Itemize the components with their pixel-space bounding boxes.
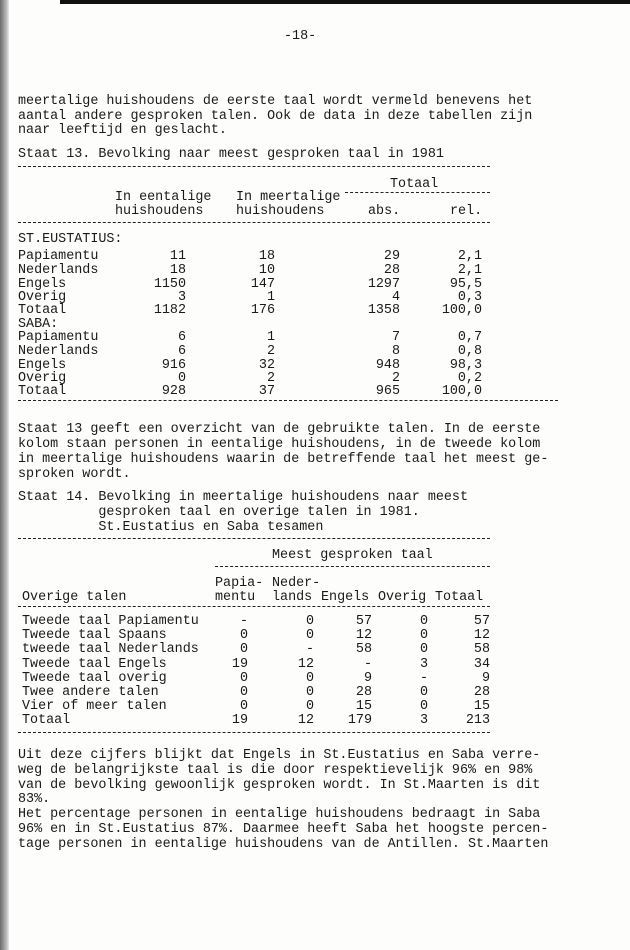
table14-title: St.Eustatius en Saba tesamen (18, 520, 324, 535)
cell-papiamentu: 0 (239, 670, 248, 686)
table-row-label: Twee andere talen (22, 685, 159, 700)
cell-totaal: 12 (473, 628, 490, 644)
page-number: -18- (284, 29, 317, 44)
cell-abs: 29 (383, 249, 400, 264)
cell-papiamentu: 0 (239, 642, 248, 658)
cell-nederlands: 0 (305, 614, 314, 629)
dashed-rule (18, 606, 490, 607)
cell-totaal: 15 (473, 699, 490, 715)
table-row-label: Tweede taal Spaans (22, 628, 167, 644)
header-overige-talen: Overige talen (22, 590, 127, 605)
paragraph-line: tage personen in eentalige huishoudens van de Antillen. St.Maarten (18, 837, 549, 852)
cell-totaal: 28 (473, 685, 490, 700)
intro-line: meertalige huishoudens de eerste taal wordt vermeld benevens het (18, 94, 533, 109)
table-row-label: Vier of meer talen (22, 699, 167, 715)
cell-eentalig: 11 (169, 249, 186, 264)
cell-papiamentu: 0 (239, 685, 248, 700)
cell-rel: 98,3 (449, 358, 482, 373)
cell-engels: - (363, 656, 372, 672)
header-col2: huishoudens (236, 204, 325, 219)
cell-engels: 179 (347, 713, 372, 729)
cell-engels: 28 (355, 685, 372, 700)
cell-rel: 95,5 (449, 277, 482, 292)
dashed-rule (18, 400, 558, 401)
paragraph-line: Het percentage personen in eentalige huishoudens bedraagt in Saba (18, 807, 541, 822)
cell-papiamentu: 19 (231, 713, 248, 729)
scan-top-border (60, 0, 630, 4)
table-row-label: Papiamentu (18, 330, 99, 345)
cell-meertalig: 10 (258, 263, 275, 278)
cell-abs: 8 (391, 344, 400, 359)
cell-meertalig: 37 (258, 384, 275, 399)
cell-abs: 1358 (367, 303, 400, 318)
cell-meertalig: 147 (250, 277, 275, 292)
cell-papiamentu: 0 (239, 699, 248, 715)
cell-eentalig: 928 (161, 384, 186, 399)
cell-totaal: 34 (473, 656, 490, 672)
cell-nederlands: - (305, 642, 314, 658)
header-papia: mentu (215, 590, 256, 605)
cell-meertalig: 1 (266, 290, 275, 305)
intro-line: aantal andere gesproken talen. Ook de data in deze tabellen zijn (18, 109, 533, 124)
scan-edge (0, 0, 9, 950)
cell-overig: 0 (419, 614, 428, 629)
table-row-label: Engels (18, 277, 67, 292)
cell-totaal: 57 (473, 614, 490, 629)
table-row-label: Totaal (18, 384, 67, 399)
cell-totaal: 213 (465, 713, 490, 729)
cell-eentalig: 1182 (153, 303, 186, 318)
dashed-rule (345, 192, 490, 193)
cell-abs: 1297 (367, 277, 400, 292)
cell-rel: 0,8 (457, 344, 482, 359)
cell-eentalig: 1150 (153, 277, 186, 292)
table14-title: Staat 14. Bevolking in meertalige huishoudens naar meest (18, 490, 468, 505)
cell-eentalig: 3 (177, 290, 186, 305)
dashed-rule (215, 566, 490, 567)
cell-abs: 965 (375, 384, 400, 399)
table-row-label: ST.EUSTATIUS: (18, 232, 123, 247)
dashed-rule (18, 222, 490, 223)
table-row-label: Tweede taal Engels (22, 656, 167, 672)
paragraph-line: Uit deze cijfers blijkt dat Engels in St.Eustatius en Saba verre- (18, 748, 541, 763)
paragraph-line: van de bevolking gewoonlijk gesproken wordt. In St.Maarten is dit (18, 778, 541, 793)
cell-nederlands: 0 (305, 685, 314, 700)
cell-overig: 0 (419, 628, 428, 644)
cell-abs: 948 (375, 358, 400, 373)
cell-engels: 58 (355, 642, 372, 658)
cell-eentalig: 6 (177, 330, 186, 345)
paragraph-line: kolom staan personen in eentalige huishoudens, in de tweede kolom (18, 437, 541, 452)
cell-overig: - (419, 670, 428, 686)
table-row-label: Nederlands (18, 263, 99, 278)
header-engels: Engels (321, 590, 370, 605)
cell-meertalig: 2 (266, 344, 275, 359)
cell-rel: 100,0 (441, 303, 482, 318)
cell-meertalig: 1 (266, 330, 275, 345)
paragraph-line: Staat 13 geeft een overzicht van de gebruikte talen. In de eerste (18, 422, 541, 437)
cell-rel: 100,0 (441, 384, 482, 399)
header-totaal: Totaal (435, 590, 484, 605)
header-papia: Papia- (215, 576, 264, 591)
table-row-label: Totaal (22, 713, 71, 729)
table-row-label: Overig (18, 371, 67, 386)
cell-papiamentu: 19 (231, 656, 248, 672)
cell-engels: 57 (355, 614, 372, 629)
table-row-label: Tweede taal Papiamentu (22, 614, 199, 629)
cell-nederlands: 12 (297, 713, 314, 729)
paragraph-line: 83%. (18, 792, 51, 807)
header-rel: rel. (450, 204, 483, 219)
paragraph-line: in meertalige huishoudens waarin de betreffende taal het meest ge- (18, 452, 549, 467)
header-neder: Neder- (272, 576, 321, 591)
cell-abs: 4 (391, 290, 400, 305)
cell-eentalig: 0 (177, 371, 186, 386)
cell-papiamentu: 0 (239, 628, 248, 644)
intro-line: naar leeftijd en geslacht. (18, 123, 227, 138)
cell-eentalig: 18 (169, 263, 186, 278)
cell-totaal: 9 (481, 670, 490, 686)
header-col2: In meertalige (236, 190, 341, 205)
cell-engels: 12 (355, 628, 372, 644)
cell-papiamentu: - (239, 614, 248, 629)
header-abs: abs. (368, 204, 401, 219)
header-col1: huishoudens (115, 204, 204, 219)
cell-nederlands: 0 (305, 670, 314, 686)
cell-rel: 0,3 (457, 290, 482, 305)
paragraph-line: weg de belangrijkste taal is die door respektievelijk 96% en 98% (18, 763, 533, 778)
table-row-label: tweede taal Nederlands (22, 642, 199, 658)
header-neder: lands (272, 590, 313, 605)
table-row-label: Nederlands (18, 344, 99, 359)
cell-overig: 0 (419, 685, 428, 700)
cell-overig: 3 (419, 656, 428, 672)
table-row-label: Engels (18, 358, 67, 373)
cell-engels: 9 (363, 670, 372, 686)
cell-overig: 0 (419, 642, 428, 658)
cell-overig: 0 (419, 699, 428, 715)
header-totaal: Totaal (390, 177, 439, 192)
header-overig: Overig (378, 590, 427, 605)
cell-rel: 2,1 (457, 249, 482, 264)
cell-nederlands: 0 (305, 628, 314, 644)
table14-title: gesproken taal en overige talen in 1981. (18, 505, 420, 520)
table13-title: Staat 13. Bevolking naar meest gesproken taal in 1981 (18, 147, 444, 162)
group-header: Meest gesproken taal (272, 548, 433, 563)
paragraph-line: 96% en in St.Eustatius 87%. Daarmee heeft Saba het hoogste percen- (18, 822, 549, 837)
cell-eentalig: 916 (161, 358, 186, 373)
table-row-label: Tweede taal overig (22, 670, 167, 686)
cell-eentalig: 6 (177, 344, 186, 359)
cell-nederlands: 12 (297, 656, 314, 672)
cell-engels: 15 (355, 699, 372, 715)
table-row-label: Totaal (18, 303, 67, 318)
dashed-rule (18, 538, 490, 539)
cell-meertalig: 176 (250, 303, 275, 318)
cell-meertalig: 2 (266, 371, 275, 386)
cell-overig: 3 (419, 713, 428, 729)
dashed-rule (18, 732, 490, 733)
table-row-label: Papiamentu (18, 249, 99, 264)
cell-rel: 2,1 (457, 263, 482, 278)
cell-totaal: 58 (473, 642, 490, 658)
table-row-label: SABA: (18, 317, 59, 332)
paragraph-line: sproken wordt. (18, 467, 131, 482)
cell-abs: 7 (391, 330, 400, 345)
cell-nederlands: 0 (305, 699, 314, 715)
cell-rel: 0,7 (457, 330, 482, 345)
cell-abs: 28 (383, 263, 400, 278)
table-row-label: Overig (18, 290, 67, 305)
cell-rel: 0,2 (457, 371, 482, 386)
cell-abs: 2 (391, 371, 400, 386)
cell-meertalig: 18 (258, 249, 275, 264)
header-col1: In eentalige (115, 190, 212, 205)
dashed-rule (18, 166, 490, 167)
cell-meertalig: 32 (258, 358, 275, 373)
